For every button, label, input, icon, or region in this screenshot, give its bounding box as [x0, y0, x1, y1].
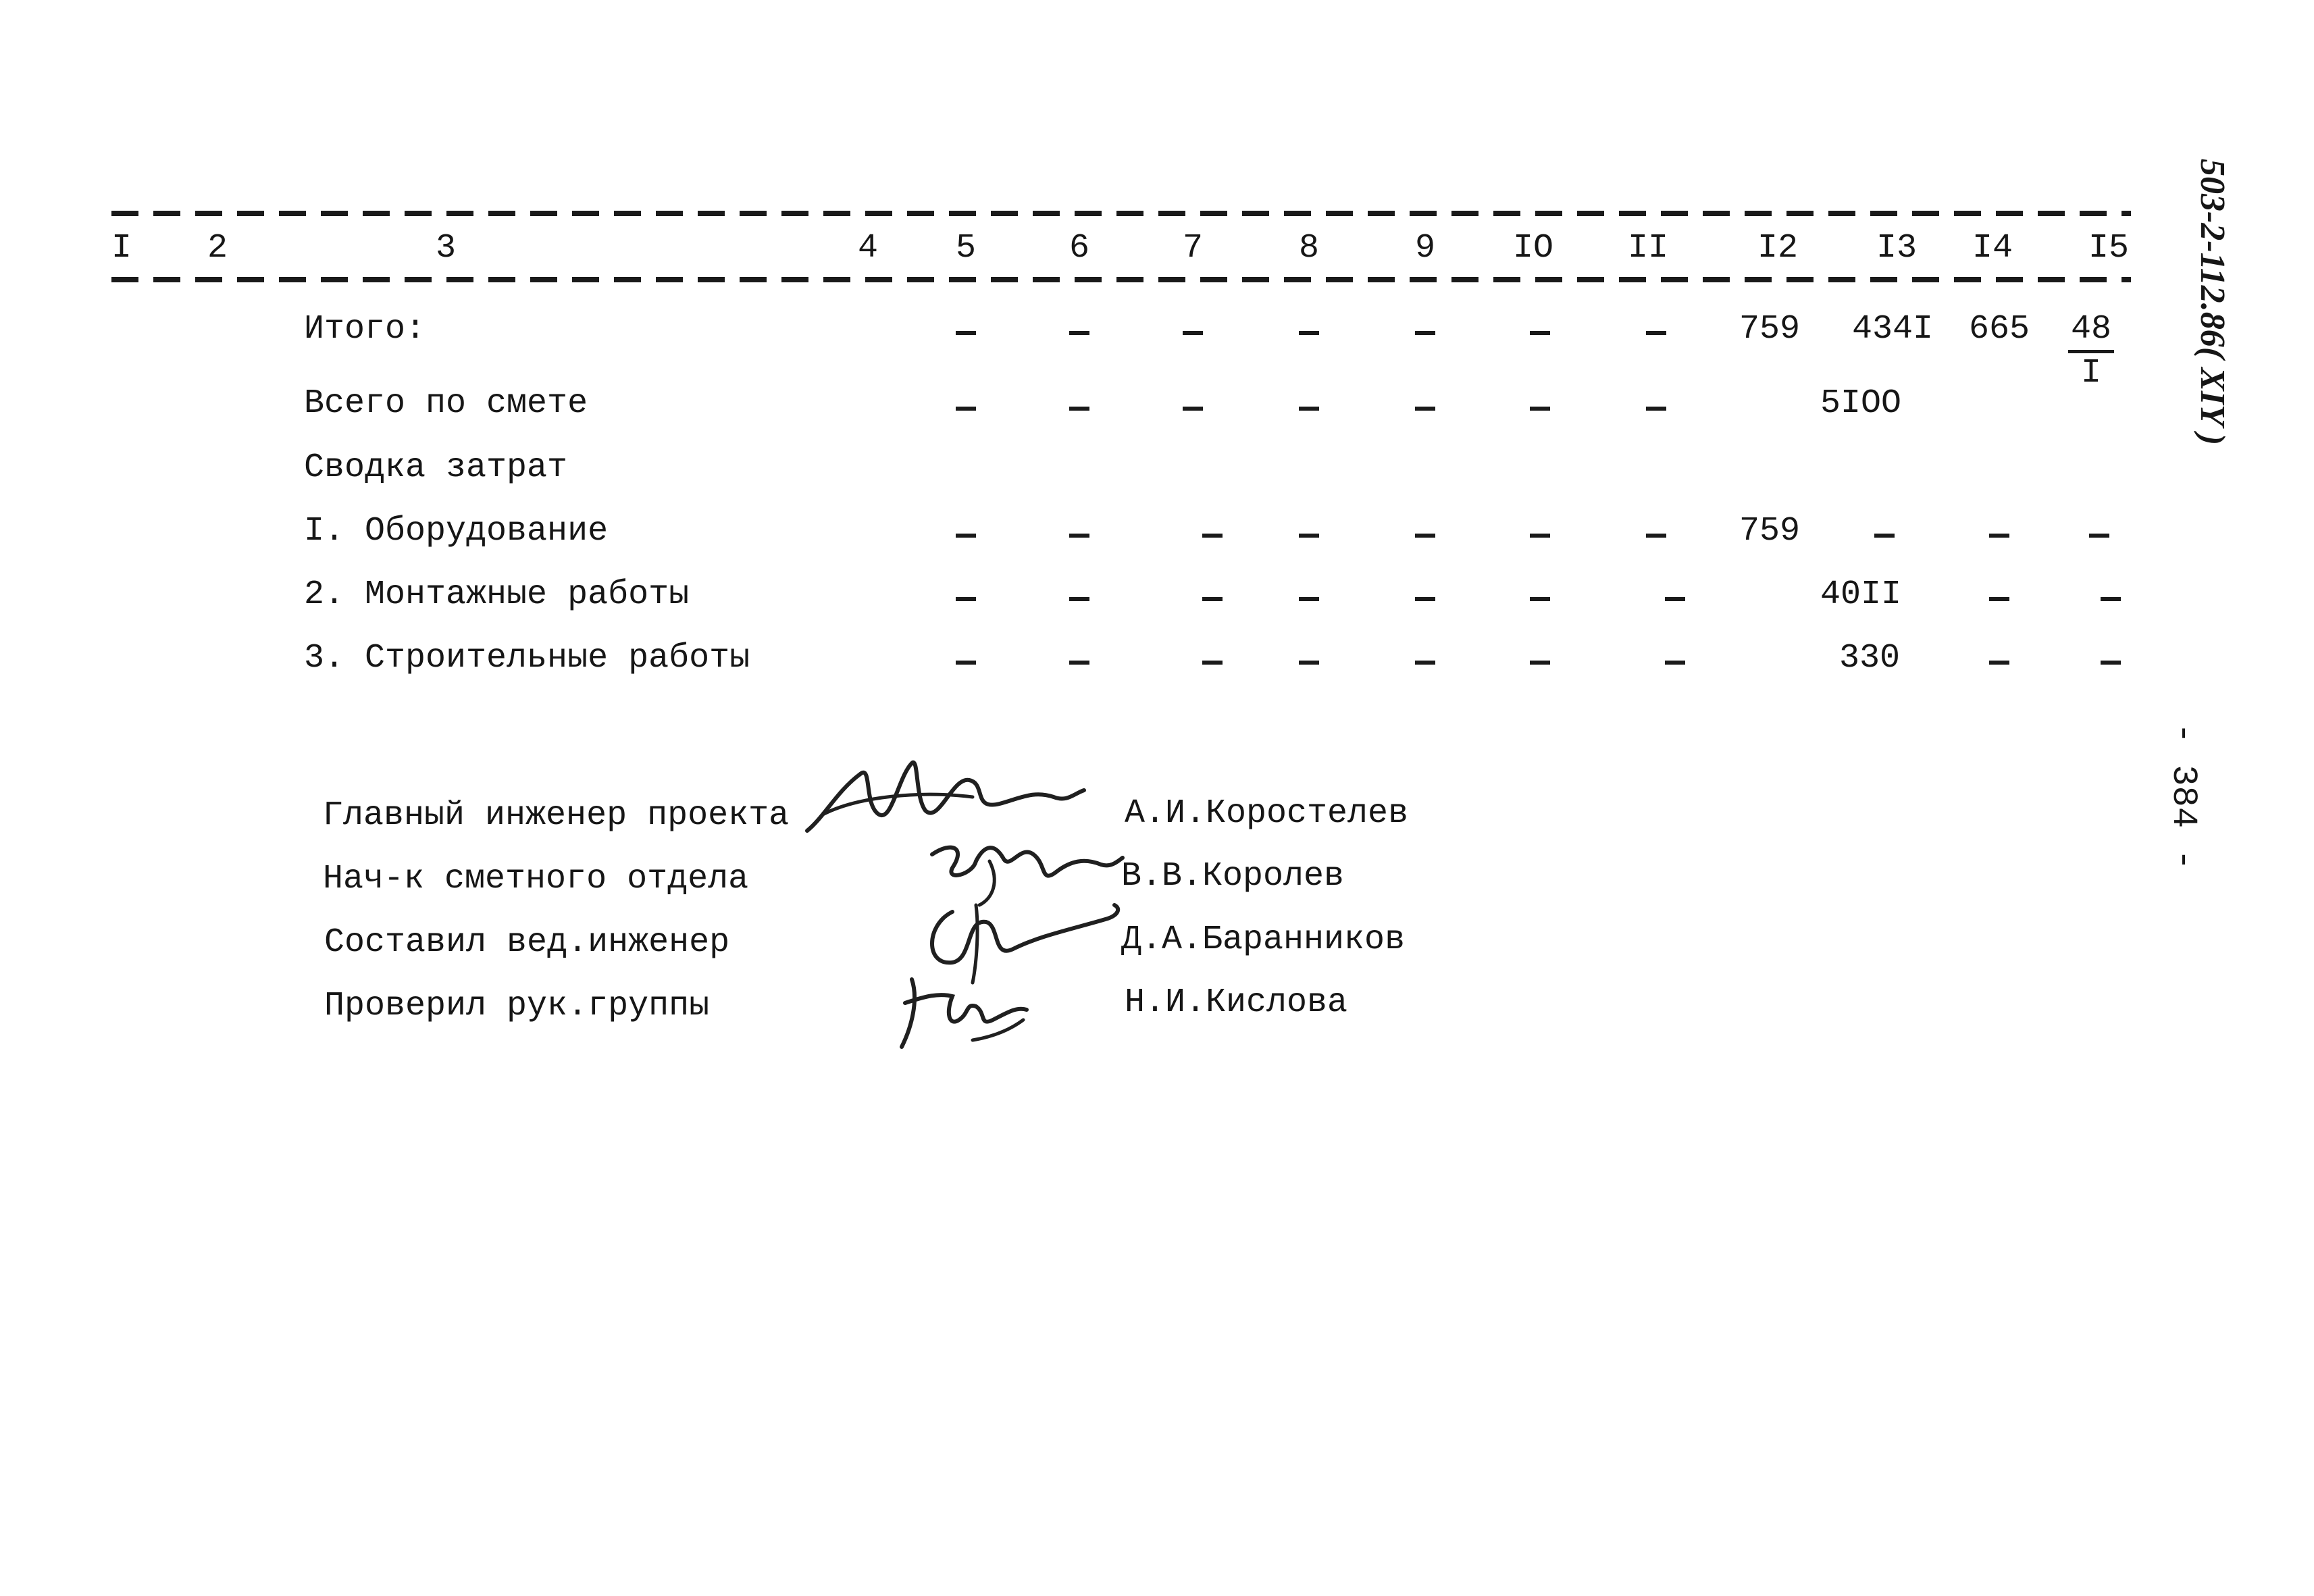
empty-cell-dash: [1299, 534, 1319, 538]
empty-cell-dash: [1530, 331, 1550, 335]
cell-col13: 434I: [1851, 310, 1934, 349]
col-header-10: IO: [1512, 229, 1554, 267]
empty-cell-dash: [1202, 534, 1223, 538]
cell-col14: 665: [1968, 310, 2030, 349]
col-header-5: 5: [955, 229, 977, 267]
cell-col12-13-merged: 40II: [1820, 575, 1902, 614]
empty-cell-dash: [1415, 597, 1435, 601]
col-header-1: I: [111, 229, 132, 267]
col-header-13: I3: [1876, 229, 1918, 267]
empty-cell-dash: [1665, 661, 1685, 665]
signature-role: Составил вед.инженер: [324, 923, 730, 962]
empty-cell-dash: [956, 534, 976, 538]
empty-cell-dash: [1069, 597, 1089, 601]
empty-cell-dash: [1530, 407, 1550, 411]
empty-cell-dash: [2101, 597, 2121, 601]
signature-name: Д.А.Баранников: [1121, 921, 1406, 959]
row-label: Сводка затрат: [304, 448, 568, 487]
col-header-6: 6: [1069, 229, 1090, 267]
fraction-denominator: I: [2081, 354, 2102, 392]
col-header-15: I5: [2088, 229, 2130, 267]
empty-cell-dash: [1989, 597, 2009, 601]
signature-role: Проверил рук.группы: [324, 987, 710, 1025]
empty-cell-dash: [2101, 661, 2121, 665]
handwritten-signature-1: [797, 750, 1094, 844]
row-label: Итого:: [304, 310, 426, 349]
empty-cell-dash: [956, 407, 976, 411]
header-top-rule: [111, 211, 2131, 216]
empty-cell-dash: [1415, 407, 1435, 411]
col-header-3: 3: [435, 229, 457, 267]
empty-cell-dash: [1069, 331, 1089, 335]
row-label: 2. Монтажные работы: [304, 575, 690, 614]
signature-name: Н.И.Кислова: [1125, 983, 1348, 1022]
cell-col12-13-merged: 330: [1839, 639, 1901, 677]
col-header-12: I2: [1757, 229, 1799, 267]
row-label: Всего по смете: [304, 384, 588, 423]
page-number: - 384 -: [2163, 723, 2203, 871]
col-header-9: 9: [1414, 229, 1436, 267]
empty-cell-dash: [1183, 407, 1203, 411]
empty-cell-dash: [1069, 534, 1089, 538]
col-header-11: II: [1627, 229, 1669, 267]
empty-cell-dash: [1530, 597, 1550, 601]
empty-cell-dash: [1665, 597, 1685, 601]
side-code: 503-2-112.86( XIY ): [2193, 159, 2232, 446]
cell-col12: 759: [1739, 512, 1801, 550]
handwritten-signature-4: [892, 966, 1040, 1060]
row-label: I. Оборудование: [304, 512, 609, 550]
signature-role: Нач-к сметного отдела: [323, 860, 749, 898]
empty-cell-dash: [1299, 407, 1319, 411]
empty-cell-dash: [1299, 331, 1319, 335]
empty-cell-dash: [1069, 661, 1089, 665]
empty-cell-dash: [1299, 661, 1319, 665]
signature-role: Главный инженер проекта: [323, 796, 790, 835]
empty-cell-dash: [1202, 597, 1223, 601]
empty-cell-dash: [1530, 661, 1550, 665]
empty-cell-dash: [1989, 661, 2009, 665]
signature-name: В.В.Королев: [1121, 857, 1345, 896]
empty-cell-dash: [1646, 534, 1666, 538]
empty-cell-dash: [1646, 331, 1666, 335]
empty-cell-dash: [1874, 534, 1895, 538]
col-header-14: I4: [1972, 229, 2013, 267]
empty-cell-dash: [1415, 534, 1435, 538]
cell-col12: 759: [1739, 310, 1801, 349]
empty-cell-dash: [956, 331, 976, 335]
empty-cell-dash: [1415, 661, 1435, 665]
empty-cell-dash: [1202, 661, 1223, 665]
empty-cell-dash: [1299, 597, 1319, 601]
empty-cell-dash: [1989, 534, 2009, 538]
cell-col15-fraction: [2068, 309, 2114, 394]
signature-name: А.И.Коростелев: [1125, 794, 1409, 833]
cell-col12-13-merged: 5IOO: [1820, 384, 1902, 423]
empty-cell-dash: [2089, 534, 2109, 538]
empty-cell-dash: [956, 661, 976, 665]
empty-cell-dash: [1530, 534, 1550, 538]
empty-cell-dash: [1183, 331, 1203, 335]
col-header-4: 4: [857, 229, 879, 267]
empty-cell-dash: [1069, 407, 1089, 411]
fraction-numerator: 48: [2068, 309, 2114, 353]
empty-cell-dash: [1415, 331, 1435, 335]
col-header-7: 7: [1182, 229, 1204, 267]
empty-cell-dash: [956, 597, 976, 601]
col-header-2: 2: [207, 229, 228, 267]
header-bottom-rule: [111, 277, 2131, 282]
empty-cell-dash: [1646, 407, 1666, 411]
col-header-8: 8: [1298, 229, 1320, 267]
row-label: 3. Строительные работы: [304, 639, 750, 677]
